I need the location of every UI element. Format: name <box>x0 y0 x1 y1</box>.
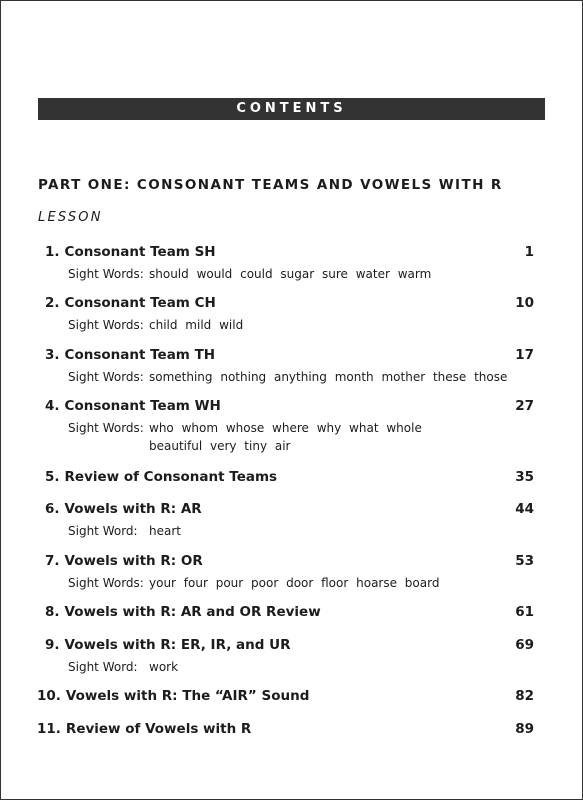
sight-words-label: Sight Words: <box>68 267 144 281</box>
sight-words-line <box>68 316 243 334</box>
sight-words-line <box>68 522 181 540</box>
lesson-page-number: 10 <box>515 295 534 311</box>
lesson-title-text: Consonant Team TH <box>64 347 216 363</box>
lesson-number: 10. <box>37 688 61 704</box>
lesson-title-text: Vowels with R: AR <box>64 501 202 517</box>
lesson-page-number: 61 <box>515 604 534 620</box>
sight-words-line <box>68 265 431 283</box>
lesson-title-text: Vowels with R: The “AIR” Sound <box>65 688 310 704</box>
lesson-title-text: Review of Vowels with R <box>65 721 252 737</box>
sight-words-label: Sight Word: <box>68 524 138 538</box>
lesson-title <box>45 552 203 570</box>
lesson-page-number: 27 <box>515 398 534 414</box>
lesson-title <box>45 397 221 415</box>
lesson-title-text: Vowels with R: ER, IR, and UR <box>64 637 291 653</box>
sight-words-list: your four pour poor door floor hoarse board <box>149 576 440 590</box>
lesson-page-number: 35 <box>515 469 534 485</box>
lesson-number: 11. <box>37 721 61 737</box>
lesson-title <box>45 346 215 364</box>
lesson-number: 2. <box>45 295 60 311</box>
sight-words-list: heart <box>149 524 181 538</box>
lesson-number: 7. <box>45 553 60 569</box>
sight-words-list: child mild wild <box>149 318 244 332</box>
lesson-page-number: 82 <box>515 688 534 704</box>
sight-words-line <box>68 419 422 437</box>
sight-words-line <box>68 368 507 386</box>
lesson-title-text: Vowels with R: AR and OR Review <box>64 604 321 620</box>
sight-words-continuation: beautiful very tiny air <box>149 439 291 453</box>
contents-header-bar: CONTENTS <box>38 98 545 120</box>
lesson-title <box>45 468 277 486</box>
lesson-number: 5. <box>45 469 60 485</box>
sight-words-label: Sight Word: <box>68 660 138 674</box>
lesson-number: 4. <box>45 398 60 414</box>
sight-words-label: Sight Words: <box>68 576 144 590</box>
lesson-page-number: 69 <box>515 637 534 653</box>
lesson-title-text: Vowels with R: OR <box>64 553 203 569</box>
sight-words-label: Sight Words: <box>68 421 144 435</box>
sight-words-label: Sight Words: <box>68 318 144 332</box>
sight-words-list: should would could sugar sure water warm <box>149 267 432 281</box>
lesson-title <box>45 636 291 654</box>
lesson-title <box>45 243 216 261</box>
lesson-number: 3. <box>45 347 60 363</box>
lesson-page-number: 44 <box>515 501 534 517</box>
lesson-number: 8. <box>45 604 60 620</box>
lesson-label: LESSON <box>38 210 103 225</box>
lesson-title <box>45 500 202 518</box>
part-title: PART ONE: CONSONANT TEAMS AND VOWELS WITH R <box>38 177 503 193</box>
lesson-number: 6. <box>45 501 60 517</box>
lesson-title-text: Consonant Team CH <box>64 295 216 311</box>
lesson-page-number: 17 <box>515 347 534 363</box>
lesson-title <box>37 720 251 738</box>
lesson-title <box>37 687 309 705</box>
lesson-title-text: Review of Consonant Teams <box>64 469 278 485</box>
lesson-number: 9. <box>45 637 60 653</box>
lesson-page-number: 89 <box>515 721 534 737</box>
sight-words-label: Sight Words: <box>68 370 144 384</box>
lesson-page-number: 53 <box>515 553 534 569</box>
lesson-title-text: Consonant Team WH <box>64 398 221 414</box>
lesson-title <box>45 603 321 621</box>
lesson-list <box>1 1 582 799</box>
lesson-title-text: Consonant Team SH <box>64 244 216 260</box>
sight-words-line <box>68 658 178 676</box>
lesson-number: 1. <box>45 244 60 260</box>
sight-words-list: something nothing anything month mother these those <box>149 370 508 384</box>
sight-words-line <box>68 574 439 592</box>
lesson-title <box>45 294 216 312</box>
lesson-page-number: 1 <box>524 244 534 260</box>
sight-words-list: work <box>149 660 179 674</box>
sight-words-list: who whom whose where why what whole <box>149 421 422 435</box>
